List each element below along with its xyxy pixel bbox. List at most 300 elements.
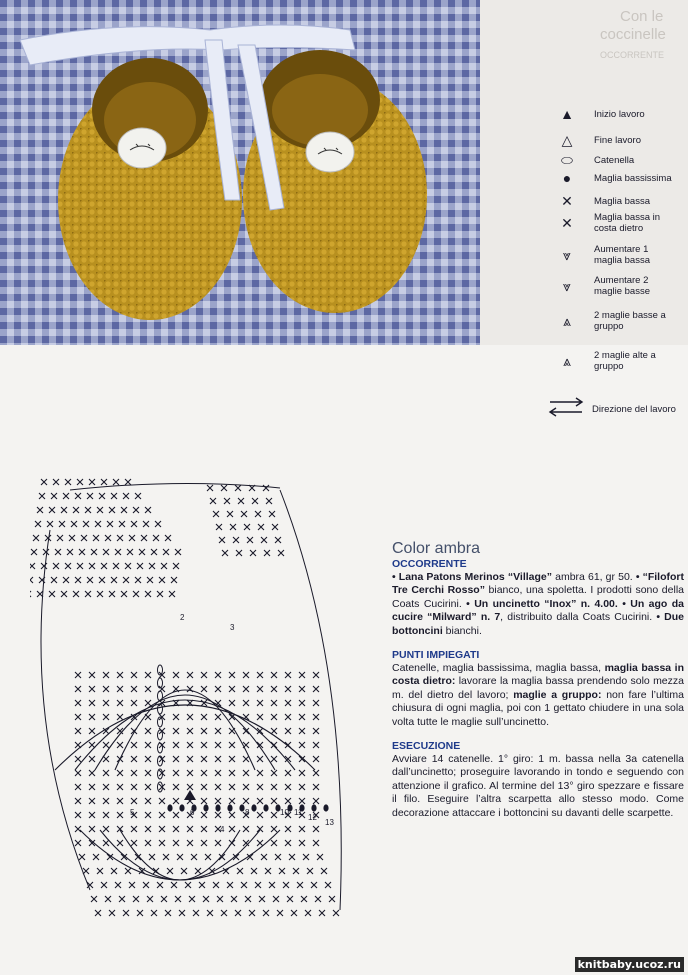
stitch-mark [137, 563, 143, 569]
stitch-mark [83, 521, 89, 527]
stitch-mark [89, 728, 95, 734]
stitch-mark [89, 672, 95, 678]
stitch-mark [103, 840, 109, 846]
stitch-mark [169, 591, 175, 597]
pattern-title: Color ambra [392, 540, 481, 557]
stitch-mark [271, 784, 277, 790]
stitch-mark [75, 798, 81, 804]
stitch-mark [187, 826, 193, 832]
stitch-mark [299, 728, 305, 734]
stitch-mark [173, 798, 179, 804]
stitch-mark [75, 840, 81, 846]
stitch-mark [275, 854, 281, 860]
stitch-mark [289, 854, 295, 860]
stitch-mark [187, 714, 193, 720]
stitch-mark [163, 854, 169, 860]
stitch-mark [305, 910, 311, 916]
stitch-mark [125, 563, 131, 569]
stitch-mark [261, 854, 267, 860]
stitch-mark [75, 728, 81, 734]
stitch-mark [285, 798, 291, 804]
stitch-mark [85, 591, 91, 597]
stitch-mark [257, 686, 263, 692]
stitch-mark [257, 700, 263, 706]
stitch-mark [173, 756, 179, 762]
stitch-mark [271, 742, 277, 748]
stitch-mark [216, 524, 222, 530]
stitch-mark [117, 700, 123, 706]
stitch-mark [103, 756, 109, 762]
stitch-mark [227, 882, 233, 888]
stitch-mark [103, 798, 109, 804]
stitch-mark [271, 686, 277, 692]
stitch-mark [37, 507, 43, 513]
stitch-mark [303, 854, 309, 860]
stitch-mark [229, 686, 235, 692]
stitch-mark [61, 591, 67, 597]
stitch-mark [179, 910, 185, 916]
stitch-mark [121, 507, 127, 513]
stitch-mark [87, 493, 93, 499]
stitch-mark [59, 521, 65, 527]
stitch-mark [33, 535, 39, 541]
stitch-mark [131, 798, 137, 804]
stitch-mark [117, 714, 123, 720]
stitch-mark [165, 535, 171, 541]
stitch-mark [215, 784, 221, 790]
stitch-mark [89, 756, 95, 762]
stitch-mark [271, 700, 277, 706]
stitch-mark [236, 550, 242, 556]
stitch-mark [101, 479, 107, 485]
catenella-icon: ⬭ [561, 152, 573, 168]
stitch-mark [251, 868, 257, 874]
aumentare-1-icon: ⩔ [563, 246, 571, 263]
stitch-mark [221, 485, 227, 491]
stitch-mark [287, 896, 293, 902]
stitch-mark [67, 549, 73, 555]
stitch-mark [311, 882, 317, 888]
stitch-mark [89, 812, 95, 818]
stitch-mark [111, 868, 117, 874]
stitch-mark [91, 549, 97, 555]
stitch-mark [201, 756, 207, 762]
stitch-mark [207, 910, 213, 916]
section-heading-punti: PUNTI IMPIEGATI [392, 649, 480, 662]
fine-lavoro-icon: △ [561, 132, 573, 148]
stitch-mark [315, 896, 321, 902]
stitch-mark [51, 493, 57, 499]
stitch-mark [279, 868, 285, 874]
stitch-mark [187, 770, 193, 776]
occorrente-bold: • Due bottoncini [392, 611, 684, 637]
legend-label: Catenella [594, 155, 635, 166]
stitch-mark [133, 591, 139, 597]
stitch-mark [313, 826, 319, 832]
slip-stitch-mark [179, 804, 184, 811]
stitch-mark [71, 521, 77, 527]
stitch-mark [117, 812, 123, 818]
stitch-mark [131, 742, 137, 748]
occorrente-text [392, 571, 684, 638]
stitch-mark [113, 563, 119, 569]
stitch-mark [243, 672, 249, 678]
crochet-chart [30, 470, 360, 930]
stitch-mark [301, 896, 307, 902]
legend-item [540, 350, 688, 372]
stitch-mark [265, 868, 271, 874]
legend-item [540, 310, 688, 332]
stitch-mark [63, 493, 69, 499]
stitch-mark [145, 728, 151, 734]
stitch-mark [313, 742, 319, 748]
stitch-mark [63, 577, 69, 583]
stitch-mark [30, 577, 33, 583]
stitch-mark [131, 770, 137, 776]
stitch-mark [111, 493, 117, 499]
stitch-mark [127, 549, 133, 555]
row-arc [100, 830, 260, 880]
stitch-mark [205, 854, 211, 860]
stitch-mark [247, 537, 253, 543]
stitch-mark [189, 896, 195, 902]
stitch-mark [75, 784, 81, 790]
stitch-mark [215, 728, 221, 734]
stitch-mark [177, 854, 183, 860]
stitch-mark [229, 784, 235, 790]
stitch-mark [107, 521, 113, 527]
stitch-mark [55, 549, 61, 555]
stitch-mark [201, 784, 207, 790]
stitch-mark [75, 577, 81, 583]
legend-item [540, 212, 688, 234]
stitch-mark [41, 563, 47, 569]
stitch-mark [187, 784, 193, 790]
occorrente-plain: bianchi. [442, 624, 482, 637]
stitch-mark [109, 507, 115, 513]
legend-label: 2 maglie alte a gruppo [594, 350, 656, 372]
stitch-mark [145, 784, 151, 790]
stitch-mark [79, 854, 85, 860]
stitch-mark [173, 770, 179, 776]
stitch-mark [201, 728, 207, 734]
stitch-mark [252, 498, 258, 504]
round-number: 3 [230, 623, 235, 632]
stitch-mark [75, 812, 81, 818]
stitch-mark [145, 507, 151, 513]
stitch-mark [103, 826, 109, 832]
stitch-mark [89, 826, 95, 832]
stitch-mark [69, 535, 75, 541]
stitch-mark [285, 770, 291, 776]
stitch-mark [221, 910, 227, 916]
stitch-mark [135, 577, 141, 583]
section-heading-esecuzione: ESECUZIONE [392, 740, 461, 753]
stitch-mark [73, 507, 79, 513]
stitch-mark [299, 672, 305, 678]
stitch-mark [145, 826, 151, 832]
legend-label: Fine lavoro [594, 135, 641, 146]
stitch-mark [299, 770, 305, 776]
stitch-mark [47, 521, 53, 527]
stitch-mark [43, 549, 49, 555]
stitch-mark [299, 686, 305, 692]
stitch-mark [307, 868, 313, 874]
stitch-mark [95, 910, 101, 916]
stitch-mark [173, 826, 179, 832]
row-arc [80, 830, 280, 880]
due-basse-gruppo-icon: ⩓ [563, 312, 571, 329]
legend-label: Aumentare 1 maglia bassa [594, 244, 650, 266]
stitch-mark [155, 521, 161, 527]
stitch-mark [89, 770, 95, 776]
stitch-mark [213, 882, 219, 888]
crochet-chart-svg [30, 470, 360, 930]
slip-stitch-mark [203, 804, 208, 811]
stitch-mark [87, 577, 93, 583]
stitch-mark [271, 826, 277, 832]
stitch-mark [229, 742, 235, 748]
stitch-mark [285, 826, 291, 832]
stitch-mark [30, 563, 35, 569]
stitch-mark [103, 686, 109, 692]
punti-bold: maglia bassa in costa dietro: [392, 662, 685, 688]
stitch-mark [97, 507, 103, 513]
stitch-mark [187, 728, 193, 734]
stitch-mark [157, 882, 163, 888]
stitch-mark [65, 563, 71, 569]
stitch-mark [53, 563, 59, 569]
stitch-mark [264, 550, 270, 556]
stitch-mark [313, 756, 319, 762]
stitch-mark [257, 672, 263, 678]
stitch-mark [250, 550, 256, 556]
stitch-mark [181, 868, 187, 874]
stitch-mark [101, 563, 107, 569]
stitch-mark [271, 770, 277, 776]
stitch-mark [231, 896, 237, 902]
stitch-mark [75, 714, 81, 720]
legend-item [540, 275, 688, 297]
stitch-mark [257, 798, 263, 804]
slip-stitch-mark [227, 804, 232, 811]
legend-label: Inizio lavoro [594, 108, 645, 120]
stitch-mark [131, 784, 137, 790]
stitch-mark [75, 826, 81, 832]
stitch-mark [257, 812, 263, 818]
direction-curve [41, 530, 90, 890]
occorrente-bold: • Un uncinetto “Inox” n. 4.00. • Un ago da cucire “Milward” n. 7 [392, 597, 684, 624]
stitch-mark [151, 910, 157, 916]
stitch-mark [278, 550, 284, 556]
section-heading-occorrente: OCCORRENTE [392, 558, 467, 570]
maglia-bassissima-icon: ● [562, 170, 572, 186]
stitch-mark [85, 507, 91, 513]
stitch-mark [329, 896, 335, 902]
stitch-mark [119, 896, 125, 902]
stitch-mark [61, 507, 67, 513]
stitch-mark [109, 910, 115, 916]
stitch-mark [30, 591, 31, 597]
direction-arrows-icon [548, 396, 584, 418]
stitch-mark [271, 840, 277, 846]
stitch-mark [201, 742, 207, 748]
stitch-mark [235, 485, 241, 491]
stitch-mark [173, 742, 179, 748]
stitch-mark [313, 728, 319, 734]
stitch-mark [113, 479, 119, 485]
stitch-mark [229, 756, 235, 762]
stitch-mark [145, 591, 151, 597]
stitch-mark [255, 511, 261, 517]
stitch-mark [117, 742, 123, 748]
legend-label: Maglia bassa in costa dietro [594, 212, 661, 234]
stitch-mark [173, 840, 179, 846]
slip-stitch-mark [323, 804, 328, 811]
stitch-mark [97, 868, 103, 874]
stitch-mark [161, 896, 167, 902]
stitch-mark [89, 784, 95, 790]
stitch-mark [201, 714, 207, 720]
stitch-mark [159, 826, 165, 832]
occorrente-bold: • “Filofort Tre Cerchi Rosso” [392, 571, 684, 597]
stitch-mark [313, 672, 319, 678]
stitch-mark [263, 485, 269, 491]
stitch-mark [77, 563, 83, 569]
stitch-mark [299, 742, 305, 748]
stitch-mark [285, 686, 291, 692]
legend-item [540, 170, 688, 186]
stitch-mark [313, 798, 319, 804]
stitch-mark [215, 742, 221, 748]
round-number: 13 [325, 818, 334, 827]
stitch-mark [135, 493, 141, 499]
stitch-mark [53, 479, 59, 485]
stitch-mark [131, 700, 137, 706]
stitch-mark [145, 798, 151, 804]
stitch-mark [89, 714, 95, 720]
stitch-mark [201, 826, 207, 832]
stitch-mark [269, 511, 275, 517]
legend-item [540, 152, 688, 169]
round-number: 4 [220, 825, 225, 834]
stitch-mark [271, 798, 277, 804]
stitch-mark [259, 896, 265, 902]
stitch-mark [171, 882, 177, 888]
stitch-mark [75, 686, 81, 692]
stitch-mark [299, 714, 305, 720]
stitch-mark [95, 521, 101, 527]
stitch-mark [151, 549, 157, 555]
stitch-mark [243, 826, 249, 832]
stitch-mark [213, 511, 219, 517]
slip-stitch-mark [311, 804, 316, 811]
stitch-mark [51, 577, 57, 583]
stitch-mark [123, 577, 129, 583]
stitch-mark [229, 700, 235, 706]
stitch-mark [149, 854, 155, 860]
slip-stitch-mark [239, 804, 244, 811]
chain-mark [158, 743, 163, 753]
stitch-mark [103, 700, 109, 706]
stitch-mark [173, 714, 179, 720]
stitch-mark [243, 784, 249, 790]
stitch-mark [99, 577, 105, 583]
stitch-mark [187, 672, 193, 678]
stitch-mark [145, 672, 151, 678]
stitch-mark [217, 896, 223, 902]
stitch-mark [119, 521, 125, 527]
stitch-mark [163, 549, 169, 555]
stitch-mark [123, 910, 129, 916]
stitch-mark [129, 882, 135, 888]
stitch-mark [145, 686, 151, 692]
direction-curve [280, 490, 341, 910]
stitch-mark [117, 798, 123, 804]
stitch-mark [283, 882, 289, 888]
stitch-mark [109, 591, 115, 597]
stitch-mark [258, 524, 264, 530]
stitch-mark [75, 756, 81, 762]
stitch-mark [313, 700, 319, 706]
stitch-mark [103, 812, 109, 818]
stitch-mark [103, 784, 109, 790]
legend-label: Maglia bassa [594, 196, 650, 207]
stitch-mark [230, 524, 236, 530]
stitch-mark [105, 535, 111, 541]
stitch-mark [173, 784, 179, 790]
chain-mark [158, 730, 163, 740]
punti-plain: Catenelle, maglia bassissima, maglia bassa, [392, 662, 605, 675]
stitch-mark [165, 910, 171, 916]
stitch-mark [325, 882, 331, 888]
stitch-mark [145, 840, 151, 846]
stitch-mark [77, 479, 83, 485]
round-number: 2 [180, 613, 185, 622]
stitch-mark [97, 591, 103, 597]
stitch-mark [191, 854, 197, 860]
stitch-mark [145, 700, 151, 706]
stitch-mark [75, 770, 81, 776]
inizio-lavoro-icon: ▲ [560, 106, 574, 122]
stitch-mark [143, 521, 149, 527]
stitch-mark [101, 882, 107, 888]
stitch-mark [117, 686, 123, 692]
stitch-mark [201, 686, 207, 692]
stitch-mark [257, 756, 263, 762]
round-number: 8 [245, 808, 250, 817]
stitch-mark [145, 812, 151, 818]
occorrente-plain: ambra 61, gr 50. [552, 571, 636, 583]
stitch-mark [173, 812, 179, 818]
ghost-text: coccinelle [600, 26, 666, 43]
stitch-mark [131, 521, 137, 527]
stitch-mark [257, 840, 263, 846]
stitch-mark [143, 882, 149, 888]
slip-stitch-mark [167, 804, 172, 811]
stitch-mark [291, 910, 297, 916]
stitch-mark [89, 563, 95, 569]
stitch-mark [263, 910, 269, 916]
stitch-mark [159, 577, 165, 583]
stitch-mark [273, 896, 279, 902]
ghost-text: Con le [620, 8, 664, 25]
stitch-mark [271, 728, 277, 734]
legend-item [540, 244, 688, 266]
occorrente-plain: , distribuito dalla Coats Cucirini. [500, 611, 657, 624]
stitch-mark [89, 479, 95, 485]
chain-mark [158, 691, 163, 701]
